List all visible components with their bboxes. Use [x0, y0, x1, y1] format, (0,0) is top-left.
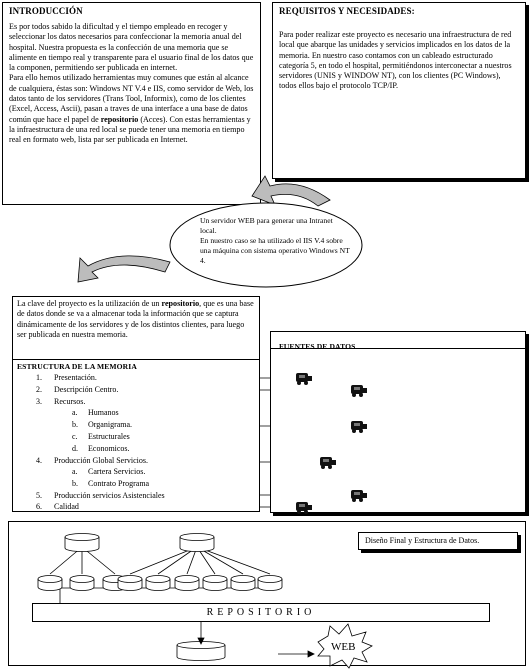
- estructura-item-number: 4.: [36, 456, 42, 465]
- intro-title: INTRODUCCIÓN: [9, 6, 83, 16]
- client-cylinder: [203, 576, 227, 591]
- estructura-item-label: Recursos.: [54, 397, 86, 406]
- estructura-item-label: Estructurales: [88, 432, 130, 441]
- estructura-item-number: 5.: [36, 491, 42, 500]
- estructura-item-number: d.: [72, 444, 78, 453]
- requisitos-text: Para poder realizar este proyecto es necesario una infraestructura de red local que abarque las unidades y servicios implicados en los datos de la memoria. En nuestro caso contamos con un cableado estructurado categoría 5, en todo el hospital, permitiéndonos interconectar a nuestros servidores (UNIS y WINDOW NT), con los clientes (PC Windows), todos ellos bajo el protocolo TCP/IP.: [279, 30, 512, 91]
- client-cylinder: [258, 576, 282, 591]
- requisitos-title-suffix: :: [411, 6, 415, 16]
- clave-repositorio: repositorio: [161, 299, 200, 308]
- estructura-item-label: Contrato Programa: [88, 479, 150, 488]
- ellipse-paragraph-1: Un servidor WEB para generar una Intranet local.: [200, 216, 333, 235]
- server-cylinder: [180, 534, 214, 552]
- estructura-item-number: 6.: [36, 502, 42, 511]
- estructura-item-label: Cartera Servicios.: [88, 467, 146, 476]
- estructura-item-label: Producción servicios Asistenciales: [54, 491, 165, 500]
- estructura-item-label: Humanos: [88, 408, 119, 417]
- estructura-item-label: Economicos.: [88, 444, 130, 453]
- estructura-item-label: Calidad: [54, 502, 79, 511]
- cylinder-connectors: [50, 547, 270, 603]
- estructura-item-label: Presentación.: [54, 373, 97, 382]
- estructura-item-label: Producción Global Servicios.: [54, 456, 148, 465]
- intro-paragraph-2a: Para ello hemos utilizado herramientas muy comunes que están al alcance de cualquiera, éstas son: Windows NT V.4 e IIS, como servidor de Web, los datos tanto de los servidores (Trans Tool, Informix), como de los clientes (Excel, Access, Ascii), pasan a traves de una interface a una base de datos común que hace el papel de: [9, 73, 254, 124]
- client-cylinder: [231, 576, 255, 591]
- estructura-item-label: Organigrama.: [88, 420, 133, 429]
- estructura-item-number: a.: [72, 408, 78, 417]
- clave-text-c: , que es una base de datos donde se va a almacenar toda la información que se captura dinámicamente de los servidores y de los distintos clientes, para luego ser publicada en nuestra memoria.: [17, 299, 254, 339]
- estructura-item-label: Descripción Centro.: [54, 385, 119, 394]
- client-cylinder: [70, 576, 94, 591]
- client-cylinder: [38, 576, 62, 591]
- web-label: WEB: [331, 641, 356, 653]
- estructura-item-number: c.: [72, 432, 78, 441]
- estructura-item-number: 3.: [36, 397, 42, 406]
- requisitos-title-text: REQUISITOS Y NECESIDADES: [279, 6, 412, 16]
- repositorio-label: REPOSITORIO: [206, 607, 316, 618]
- estructura-item-number: 1.: [36, 373, 42, 382]
- server-cylinder: [65, 534, 99, 552]
- clave-text-a: La clave del proyecto es la utilización de un: [17, 299, 162, 308]
- fuentes-title: FUENTES DE DATOS: [279, 342, 356, 351]
- client-cylinder: [118, 576, 142, 591]
- estructura-item-number: b.: [72, 479, 78, 488]
- intro-paragraph-1: Es por todos sabido la dificultad y el tiempo empleado en recoger y seleccionar los datos necesarios para confeccionar la memoria anual del hospital. Nuestra propuesta es la confección de una memoria que se alimente en tiempo real y transparente para el usuario final de los datos que la componen, permitiendo ser publicada en internet.: [9, 22, 254, 73]
- estructura-item-number: b.: [72, 420, 78, 429]
- client-cylinder: [146, 576, 170, 591]
- ellipse-paragraph-2: En nuestro caso se ha utilizado el IIS V.4 sobre una máquina con sistema operativo Windows NT 4.: [200, 236, 350, 265]
- intro-repositorio: repositorio: [100, 114, 139, 124]
- estructura-title: ESTRUCTURA DE LA MEMORIA: [17, 362, 137, 371]
- client-cylinder: [175, 576, 199, 591]
- estructura-item-number: 2.: [36, 385, 42, 394]
- intro-paragraph-2c: (Acces). Con estas herramientas y la infraestructura de una red local se puede tener una memoria en tiempo real en formato web, lista par ser publicada en Internet.: [9, 114, 251, 145]
- caption-text: Diseño Final y Estructura de Datos.: [365, 536, 480, 545]
- estructura-item-number: a.: [72, 467, 78, 476]
